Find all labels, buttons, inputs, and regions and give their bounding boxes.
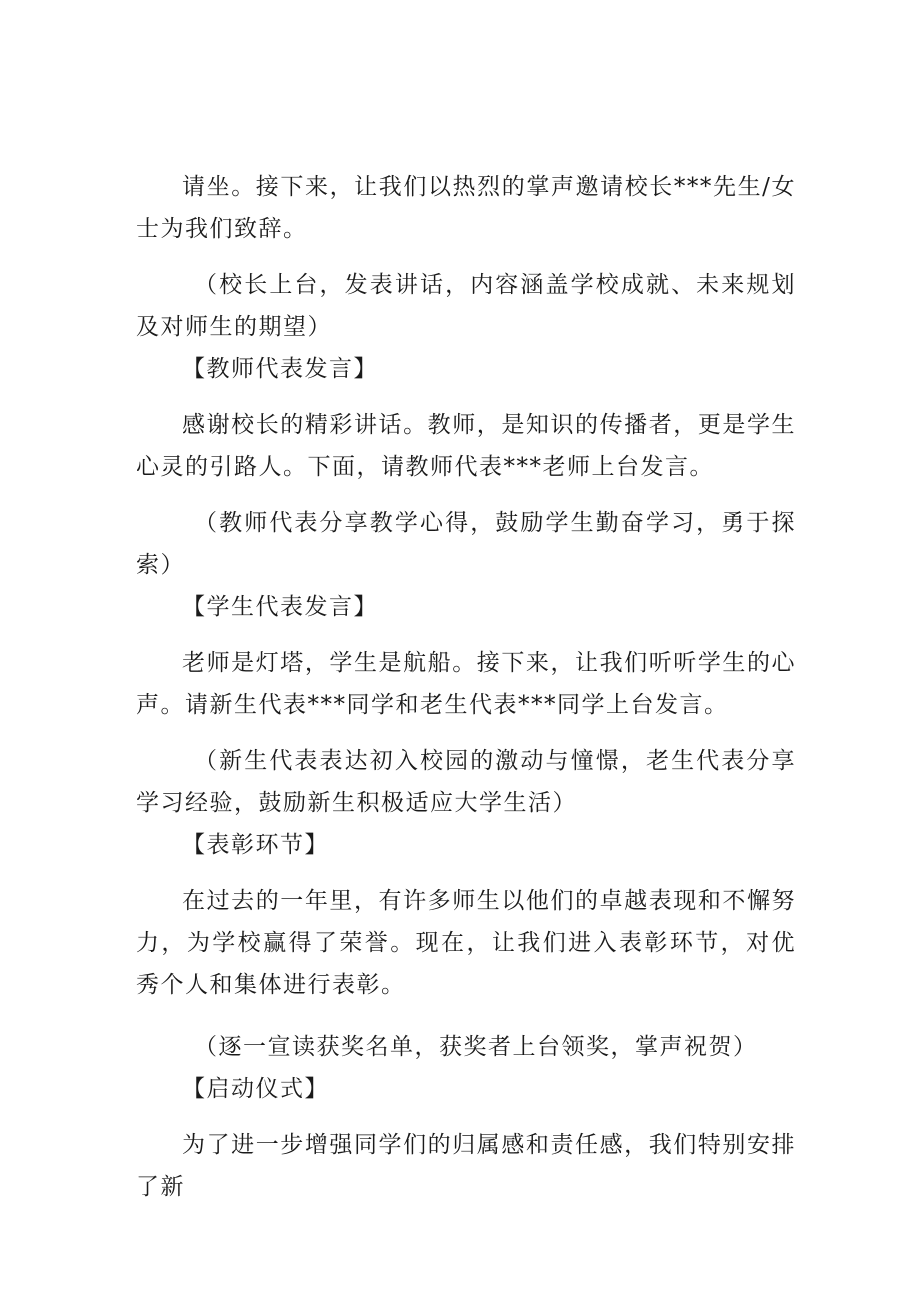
document-body xyxy=(136,166,796,1208)
stage-note-student: （新生代表表达初入校园的激动与憧憬，老生代表分享学习经验，鼓励新生积极适应大学生活） xyxy=(136,748,796,816)
stage-note-principal: （校长上台，发表讲话，内容涵盖学校成就、未来规划及对师生的期望） xyxy=(136,272,796,340)
stage-note-teacher: （教师代表分享教学心得，鼓励学生勤奋学习，勇于探索） xyxy=(136,510,796,578)
paragraph-teacher: 感谢校长的精彩讲话。教师，是知识的传播者，更是学生心灵的引路人。下面，请教师代表***老师上台发言。 xyxy=(136,412,796,480)
section-heading-awards: 【表彰环节】 xyxy=(182,832,329,858)
section-heading-student: 【学生代表发言】 xyxy=(182,594,378,620)
paragraph-student: 老师是灯塔，学生是航船。接下来，让我们听听学生的心声。请新生代表***同学和老生代表***同学上台发言。 xyxy=(136,650,796,718)
paragraph-invitation: 请坐。接下来，让我们以热烈的掌声邀请校长***先生/女士为我们致辞。 xyxy=(136,174,796,242)
stage-note-awards: （逐一宣读获奖名单，获奖者上台领奖，掌声祝贺） xyxy=(194,1034,758,1060)
section-heading-teacher: 【教师代表发言】 xyxy=(182,356,378,382)
paragraph-launch: 为了进一步增强同学们的归属感和责任感，我们特别安排了新 xyxy=(136,1132,796,1200)
paragraph-awards: 在过去的一年里，有许多师生以他们的卓越表现和不懈努力，为学校赢得了荣誉。现在，让我们进入表彰环节，对优秀个人和集体进行表彰。 xyxy=(136,888,796,998)
section-heading-launch: 【启动仪式】 xyxy=(182,1076,329,1102)
